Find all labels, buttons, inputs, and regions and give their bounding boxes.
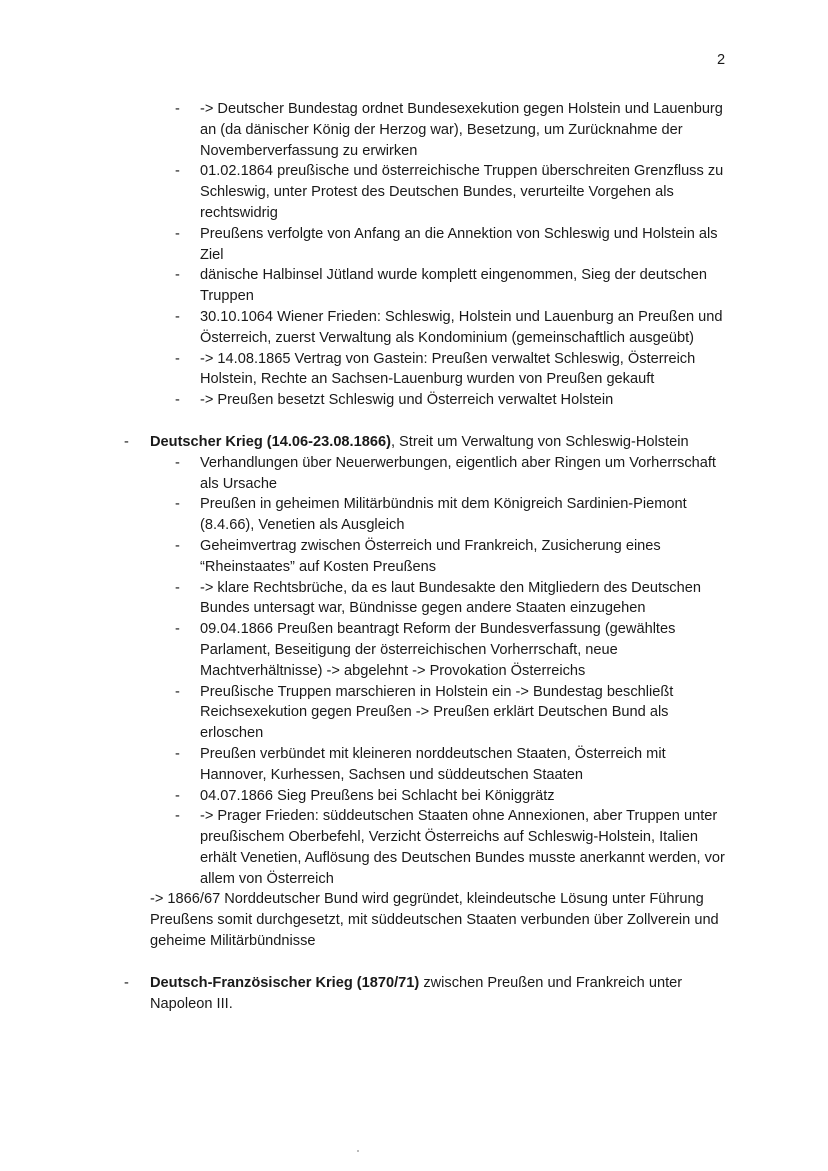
list-item-text: -> Deutscher Bundestag ordnet Bundesexekution gegen Holstein und Lauenburg an (da dänischer König der Herzog war), Besetzung, um Zurücknahme der Novemberverfassung zu erwirken bbox=[200, 101, 723, 159]
spacer bbox=[0, 411, 828, 432]
bullet-dash: - bbox=[175, 163, 180, 180]
list-item bbox=[0, 682, 735, 744]
list-item-text: -> Preußen besetzt Schleswig und Österreich verwaltet Holstein bbox=[200, 392, 614, 409]
list-item bbox=[0, 349, 735, 391]
bullet-dash: - bbox=[175, 787, 180, 804]
bullet-dash: - bbox=[175, 308, 180, 325]
list-item bbox=[0, 744, 735, 786]
list-item-text: Geheimvertrag zwischen Österreich und Frankreich, Zusicherung eines “Rheinstaates” auf Kosten Preußens bbox=[200, 537, 661, 575]
list-item-text: -> 14.08.1865 Vertrag von Gastein: Preußen verwaltet Schleswig, Österreich Holstein, Rechte an Sachsen-Lauenburg wurden von Preußen gekauft bbox=[200, 350, 696, 388]
list-item-text: Preußens verfolgte von Anfang an die Annektion von Schleswig und Holstein als Ziel bbox=[200, 225, 718, 263]
bullet-dash: - bbox=[175, 537, 180, 554]
bullet-dash: - bbox=[175, 225, 180, 242]
bullet-dash: - bbox=[175, 392, 180, 409]
list-item-text: 04.07.1866 Sieg Preußens bei Schlacht bei Königgrätz bbox=[200, 787, 555, 804]
bullet-dash: - bbox=[175, 454, 180, 471]
list-item-text: 09.04.1866 Preußen beantragt Reform der Bundesverfassung (gewähltes Parlament, Beseitigung der österreichischen Vorherrschaft, neue Machtverhältnisse) -> abgelehnt -> Provokation Österreichs bbox=[200, 621, 676, 679]
heading-rest: , Streit um Verwaltung von Schleswig-Holstein bbox=[390, 433, 689, 450]
list-item-text: Preußische Truppen marschieren in Holstein ein -> Bundestag beschließt Reichsexekution gegen Preußen -> Preußen erklärt Deutschen Bund als erloschen bbox=[200, 683, 674, 742]
list-item bbox=[0, 265, 735, 307]
section-heading-deutscher-krieg bbox=[0, 432, 735, 453]
section-heading-deutsch-franzoesischer-krieg bbox=[0, 973, 735, 1015]
spacer bbox=[0, 952, 828, 973]
list-item bbox=[0, 536, 735, 578]
list-item-text: -> klare Rechtsbrüche, da es laut Bundesakte den Mitgliedern des Deutschen Bundes untersagt war, Bündnisse gegen andere Staaten einzugehen bbox=[200, 579, 701, 617]
list-item bbox=[0, 307, 735, 349]
page-number: 2 bbox=[717, 52, 726, 68]
list-item bbox=[0, 453, 735, 495]
list-item bbox=[0, 786, 735, 807]
list-item bbox=[0, 99, 735, 161]
list-item-text: 01.02.1864 preußische und österreichische Truppen überschreiten Grenzfluss zu Schleswig, unter Protest des Deutschen Bundes, verurteilte Vorgehen als rechtswidrig bbox=[200, 163, 724, 221]
section2-list bbox=[0, 453, 828, 890]
list-item bbox=[0, 494, 735, 536]
bullet-dash: - bbox=[175, 267, 180, 284]
bullet-dash: - bbox=[175, 350, 180, 367]
bullet-dash: - bbox=[124, 433, 129, 450]
bullet-dash: - bbox=[175, 808, 180, 825]
list-item bbox=[0, 224, 735, 266]
list-item-text: Preußen verbündet mit kleineren norddeutschen Staaten, Österreich mit Hannover, Kurhessen, Sachsen und süddeutschen Staaten bbox=[200, 745, 666, 783]
bullet-dash: - bbox=[175, 745, 180, 762]
list-item-text: -> Prager Frieden: süddeutschen Staaten ohne Annexionen, aber Truppen unter preußischem Oberbefehl, Verzicht Österreichs auf Schleswig-Holstein, Italien erhält Venetien, Auflösung des Deutschen Bundes musste anerkannt werden, vor allem von Österreich bbox=[200, 808, 725, 887]
document-body bbox=[0, 99, 828, 1014]
list-item bbox=[0, 161, 735, 223]
bullet-dash: - bbox=[175, 496, 180, 513]
heading-rest: zwischen Preußen und Frankreich unter Napoleon III. bbox=[150, 974, 683, 1012]
list-item-text: 30.10.1064 Wiener Frieden: Schleswig, Holstein und Lauenburg an Preußen und Österreich, zuerst Verwaltung als Kondominium (gemeinschaftlich ausgeübt) bbox=[200, 308, 723, 346]
bullet-dash: - bbox=[175, 621, 180, 638]
section1-list bbox=[0, 99, 828, 411]
bullet-dash: - bbox=[175, 579, 180, 596]
list-item bbox=[0, 619, 735, 681]
bullet-dash: - bbox=[175, 101, 180, 117]
heading-bold: Deutscher Krieg (14.06-23.08.1866) bbox=[150, 433, 391, 450]
bullet-dash: - bbox=[175, 683, 180, 700]
list-item bbox=[0, 578, 735, 620]
list-item bbox=[0, 806, 735, 889]
scan-speck bbox=[357, 1150, 359, 1152]
list-item-text: Preußen in geheimen Militärbündnis mit dem Königreich Sardinien-Piemont (8.4.66), Venetien als Ausgleich bbox=[200, 496, 687, 534]
list-item bbox=[0, 390, 735, 411]
heading-bold: Deutsch-Französischer Krieg (1870/71) bbox=[150, 974, 420, 991]
bullet-dash: - bbox=[124, 974, 129, 991]
conclusion-text: -> 1866/67 Norddeutscher Bund wird gegründet, kleindeutsche Lösung unter Führung Preußens somit durchgesetzt, mit süddeutschen Staaten verbunden über Zollverein und geheime Militärbündnisse bbox=[150, 891, 719, 950]
list-item-text: Verhandlungen über Neuerwerbungen, eigentlich aber Ringen um Vorherrschaft als Ursache bbox=[200, 454, 716, 492]
list-item-text: dänische Halbinsel Jütland wurde komplett eingenommen, Sieg der deutschen Truppen bbox=[200, 267, 708, 305]
